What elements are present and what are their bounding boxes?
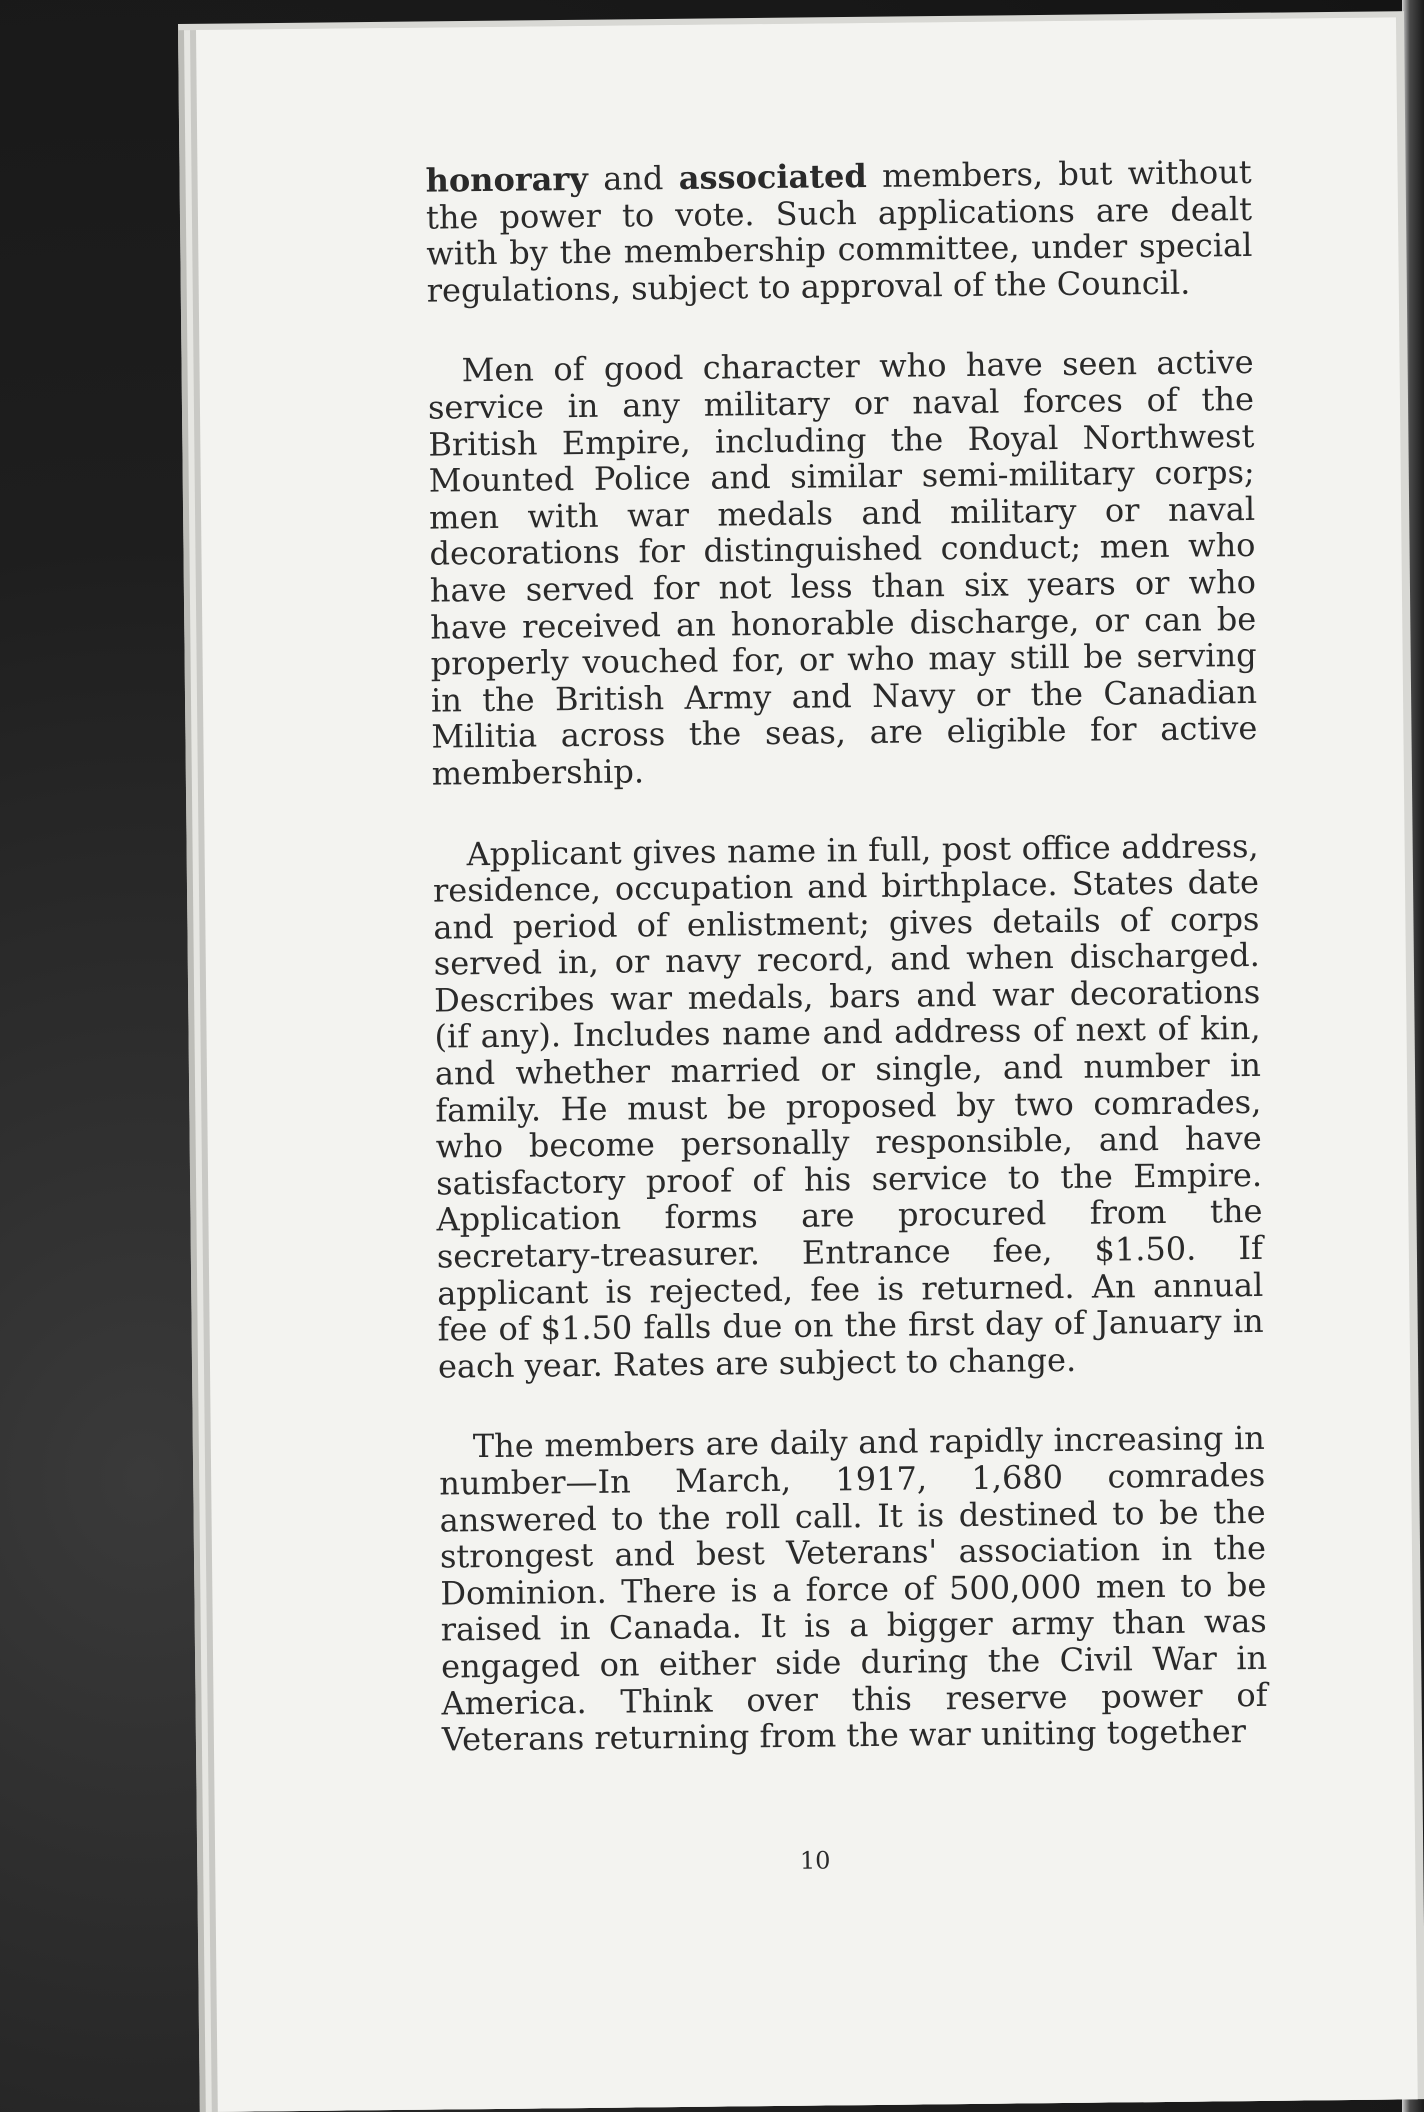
paragraph-text: members, but without the power to vote. Such applications are dealt with by the membership committee, under special regulations, subject to approval of the Council.: [425, 152, 1253, 310]
book-page: [196, 17, 1418, 2111]
paragraph-membership-honorary: [425, 154, 1252, 309]
page-number: 10: [799, 1846, 831, 1875]
connector-text: and: [587, 158, 679, 198]
paragraph-application: Applicant gives name in full, post office address, residence, occupation and birthplace. States date and period of enlistment; gives details of corps served in, or navy record, and when discharged. Describes war medals, bars and war decorations (if any). Includes name and address of next of kin, and whether married or single, and number in family. He must be proposed by two comrades, who become personally responsible, and have satisfactory proof of his service to the Empire. Application forms are procured from the secretary-treasurer. Entrance fee, $1.50. If applicant is rejected, fee is returned. An annual fee of $1.50 falls due on the first day of January in each year. Rates are subject to change.: [432, 826, 1264, 1386]
bold-term-honorary: honorary: [425, 159, 589, 200]
bold-term-associated: associated: [678, 156, 867, 197]
body-text: [425, 154, 1268, 1802]
paragraph-members-increasing: The members are daily and rapidly increasing in number—In March, 1917, 1,680 comrades answered to the roll call. It is destined to be the strongest and best Veterans' association in the Dominion. There is a force of 500,000 men to be raised in Canada. It is a bigger army than was engaged on either side during the Civil War in America. Think over this reserve power of Veterans returning from the war uniting together: [439, 1419, 1268, 1759]
paragraph-eligibility: Men of good character who have seen active service in any military or naval forces of the British Empire, including the Royal Northwest Mounted Police and similar semi-military corps; men with war medals and military or naval decorations for distinguished conduct; men who have served for not less than six years or who have received an honorable discharge, or can be properly vouched for, or who may still be serving in the British Army and Navy or the Canadian Militia across the seas, are eligible for active membership.: [427, 343, 1258, 793]
